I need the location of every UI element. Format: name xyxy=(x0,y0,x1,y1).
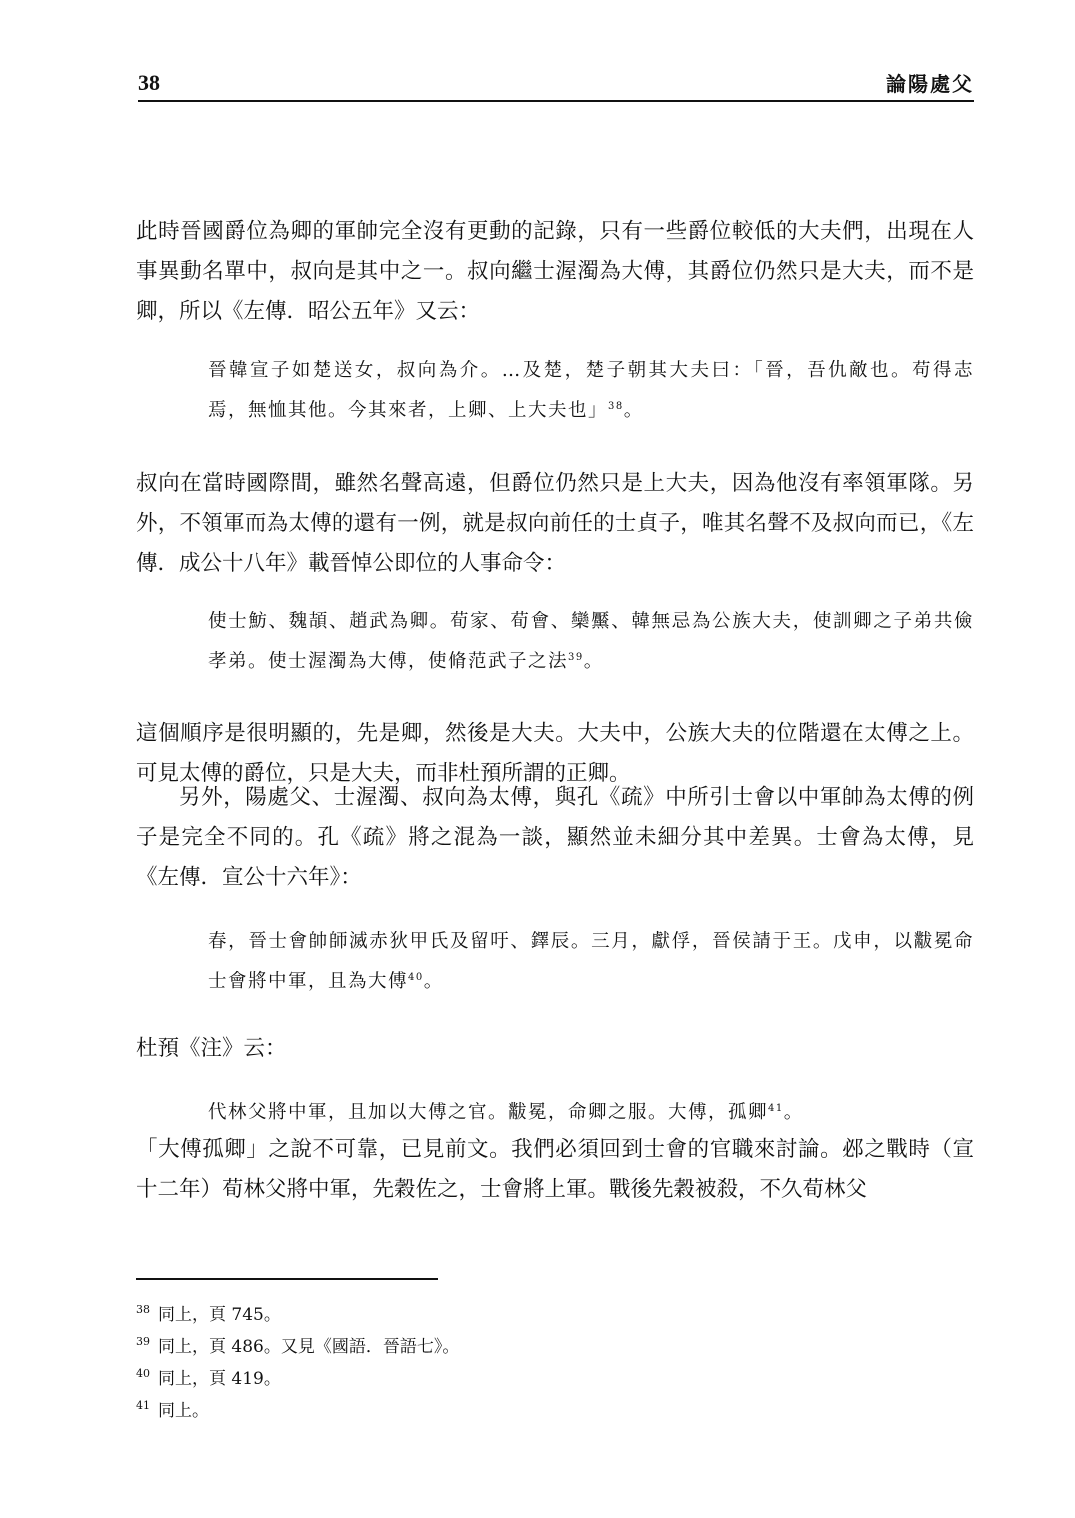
footnote-text: 同上，頁 419。 xyxy=(158,1369,281,1389)
footnote xyxy=(136,1303,836,1327)
footnote-ref: 41 xyxy=(768,1102,784,1114)
page-number: 38 xyxy=(138,70,160,95)
block-quote: 春，晉士會帥師滅赤狄甲氏及留吁、鐸辰。三月，獻俘，晉侯請于王。戊申，以黻冕命士會將中軍，且為大傅$^{40}$。 xyxy=(208,931,974,992)
footnote xyxy=(136,1367,836,1391)
body-paragraph: 「大傅孤卿」之說不可靠，已見前文。我們必須回到士會的官職來討論。邲之戰時（宣十二年）荀林父將中軍，先穀佐之，士會將上軍。戰後先穀被殺，不久荀林父 xyxy=(136,1137,974,1202)
body-paragraph: 另外，陽處父、士渥濁、叔向為太傅，與孔《疏》中所引士會以中軍帥為太傅的例子是完全不同的。孔《疏》將之混為一談，顯然並未細分其中差異。士會為太傅，見《左傳．宣公十六年》： xyxy=(136,785,974,890)
footnote-ref: 39 xyxy=(568,651,584,663)
footnote-ref: 40 xyxy=(408,971,424,983)
body-paragraph: 這個順序是很明顯的，先是卿，然後是大夫。大夫中，公族大夫的位階還在太傅之上。可見太傅的爵位，只是大夫，而非杜預所謂的正卿。 xyxy=(136,721,974,786)
footnote-separator xyxy=(136,1278,438,1280)
footnote-number: 41 xyxy=(136,1399,150,1412)
block-quote: 使士魴、魏頡、趙武為卿。荀家、荀會、欒黶、韓無忌為公族大夫，使訓卿之子弟共儉孝弟。使士渥濁為大傅，使脩范武子之法$^{39}$。 xyxy=(208,611,974,672)
block-quote: 晉韓宣子如楚送女，叔向為介。…及楚，楚子朝其大夫曰：「晉，吾仇敵也。苟得志焉，無恤其他。今其來者，上卿、上大夫也」$^{38}$。 xyxy=(208,360,974,421)
footnote xyxy=(136,1335,836,1359)
page-header xyxy=(138,66,974,102)
footnote-number: 38 xyxy=(136,1303,150,1316)
body-paragraph: 叔向在當時國際間，雖然名聲高遠，但爵位仍然只是上大夫，因為他沒有率領軍隊。另外，不領軍而為太傅的還有一例，就是叔向前任的士貞子，唯其名聲不及叔向而已，《左傳．成公十八年》載晉悼公即位的人事命令： xyxy=(136,471,974,576)
footnote xyxy=(136,1399,836,1423)
footnote-text: 同上。 xyxy=(158,1401,209,1421)
body-paragraph: 杜預《注》云： xyxy=(136,1036,287,1061)
footnote-ref: 38 xyxy=(608,400,624,412)
body-paragraph: 此時晉國爵位為卿的軍帥完全沒有更動的記錄，只有一些爵位較低的大夫們，出現在人事異動名單中，叔向是其中之一。叔向繼士渥濁為大傅，其爵位仍然只是大夫，而不是卿，所以《左傳．昭公五年》又云： xyxy=(136,219,974,324)
footnote-text: 同上，頁 486。又見《國語．晉語七》。 xyxy=(158,1337,460,1357)
footnote-text: 同上，頁 745。 xyxy=(158,1305,281,1325)
running-title: 論陽處父 xyxy=(886,72,974,96)
footnote-number: 39 xyxy=(136,1335,150,1348)
block-quote: 代林父將中軍，且加以大傅之官。黻冕，命卿之服。大傅，孤卿$^{41}$。 xyxy=(208,1102,804,1123)
footnote-number: 40 xyxy=(136,1367,150,1380)
